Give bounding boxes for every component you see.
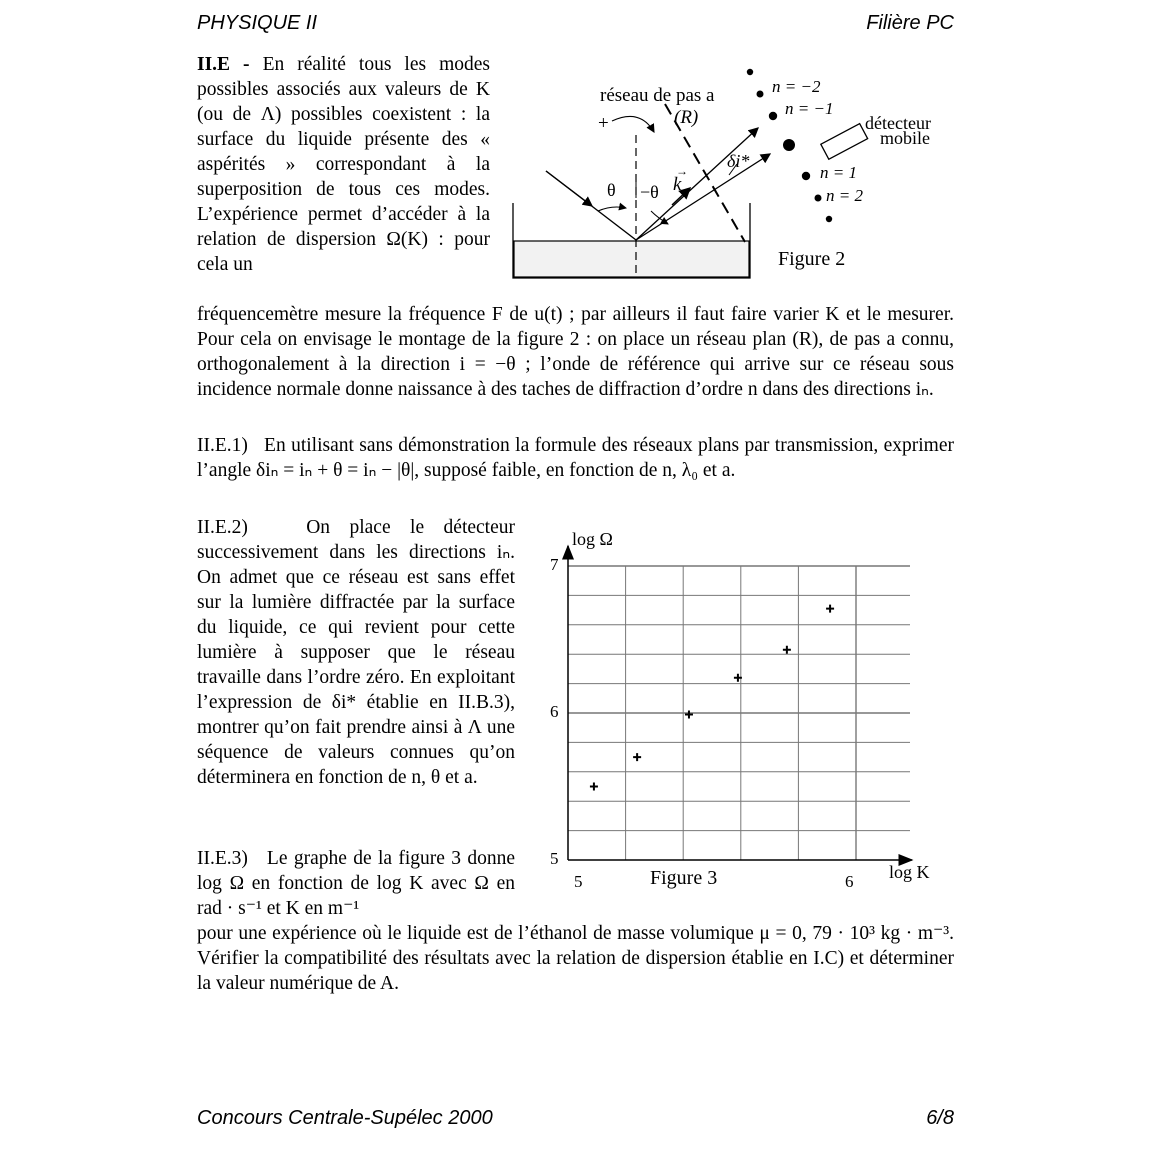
figure-2-caption: Figure 2	[778, 248, 846, 270]
question-iie2-text: On place le détecteur successivement dans les directions iₙ. On admet que ce réseau est sans effet sur la lumière diffractée par la surface du liquide, ce qui revient pour cette lumière à supposer que le réseau travaille dans l’ordre zéro. En exploitant l’expression de δi* établie en II.B.3), montrer qu’on fait prendre ainsi à Λ une séquence de valeurs connues qu’on déterminera en fonction de n, θ et a.	[197, 517, 515, 788]
y-tick-label: 6	[550, 702, 559, 721]
chart-grid	[568, 566, 910, 860]
data-point	[685, 710, 693, 718]
order-n-minus-2: n = −2	[772, 77, 821, 96]
spot-n-minus-3	[747, 69, 753, 75]
x-tick-label: 5	[574, 872, 583, 891]
data-point	[590, 783, 598, 791]
detector	[821, 124, 868, 160]
data-point	[633, 753, 641, 761]
tick-labels	[550, 555, 854, 891]
question-iie3-text-narrow: Le graphe de la figure 3 donne log Ω en fonction de log K avec Ω en rad · s⁻¹ et K en m⁻¹	[197, 848, 515, 919]
spot-n-2	[815, 195, 822, 202]
section-iie-text-narrow: En réalité tous les modes possibles associés aux valeurs de K (ou de Λ) possibles coexistent : la surface du liquide présente des « aspérités » correspondant à la superposition de tous ces modes. L’expérience permet d’accéder à la relation de dispersion Ω(K) : pour cela un	[197, 54, 491, 275]
plus-sign: +	[598, 113, 609, 134]
y-axis-label: log Ω	[572, 529, 613, 549]
angle-theta-label: θ	[607, 180, 616, 200]
figure-2	[500, 60, 960, 285]
incident-arrow	[546, 171, 592, 206]
footer-left: Concours Centrale-Supélec 2000	[197, 1107, 493, 1129]
question-iie1	[197, 433, 954, 483]
question-iie1-label: II.E.1)	[197, 435, 248, 456]
section-iie-label: II.E -	[197, 54, 250, 75]
spot-n-1	[802, 172, 810, 180]
figure-3-caption: Figure 3	[650, 867, 718, 889]
spot-n-3	[826, 216, 832, 222]
question-iie1-text: En utilisant sans démonstration la formule des réseaux plans par transmission, exprimer l’angle δiₙ = iₙ + θ = iₙ − |θ|, supposé faible, en fonction de n, λ₀ et a.	[197, 435, 955, 481]
order-n-1: n = 1	[820, 163, 857, 182]
delta-i-star-label: δi*	[727, 151, 750, 171]
y-tick-label: 7	[550, 555, 559, 574]
x-axis-label: log K	[889, 862, 930, 882]
k-vector-arrow-glyph: →	[676, 164, 688, 178]
section-iie-continuation	[197, 302, 954, 402]
spot-n-minus-1	[769, 112, 777, 120]
detector-label-1: détecteur	[865, 113, 931, 133]
section-iie-text-full: fréquencemètre mesure la fréquence F de u(t) ; par ailleurs il faut faire varier K et le mesurer. Pour cela on envisage le montage de la figure 2 : on place un réseau plan (R), de pas a connu, orthogonalement à la direction i = −θ ; l’onde de référence qui arrive sur ce réseau sous incidence normale donne naissance à des taches de diffraction d’ordre n dans des directions iₙ.	[197, 304, 954, 400]
angle-minus-theta-label: −θ	[640, 182, 659, 202]
liquid	[514, 241, 749, 277]
order-n-minus-1: n = −1	[785, 99, 834, 118]
grating-label: réseau de pas a	[600, 85, 715, 106]
header-left: PHYSIQUE II	[197, 12, 318, 34]
y-tick-label: 5	[550, 849, 559, 868]
header-right: Filière PC	[866, 12, 954, 34]
spot-n-0	[783, 139, 795, 151]
order-n-2: n = 2	[826, 186, 863, 205]
data-point	[826, 605, 834, 613]
theta-arc	[598, 207, 626, 211]
data-points	[590, 605, 834, 791]
question-iie3-label: II.E.3)	[197, 848, 248, 869]
question-iie3-text-full: pour une expérience où le liquide est de l’éthanol de masse volumique μ = 0, 79 · 10³ kg · m⁻³. Vérifier la compatibilité des résultats avec la relation de dispersion établie en I.C) et déterminer la valeur numérique de A.	[197, 923, 954, 994]
figure-3-chart	[540, 520, 940, 900]
data-point	[783, 646, 791, 654]
detector-label-2: mobile	[880, 128, 930, 148]
footer-right: 6/8	[926, 1107, 954, 1129]
question-iie3-continuation	[197, 921, 954, 996]
section-iie-intro	[197, 52, 490, 277]
k-vector-label: k	[673, 174, 682, 195]
spot-n-minus-2	[757, 91, 764, 98]
x-tick-label: 6	[845, 872, 854, 891]
grating-name: (R)	[674, 107, 699, 128]
question-iie2-label: II.E.2)	[197, 517, 248, 538]
orientation-arrow	[612, 116, 654, 132]
question-iie2	[197, 515, 515, 790]
question-iie3	[197, 846, 515, 921]
